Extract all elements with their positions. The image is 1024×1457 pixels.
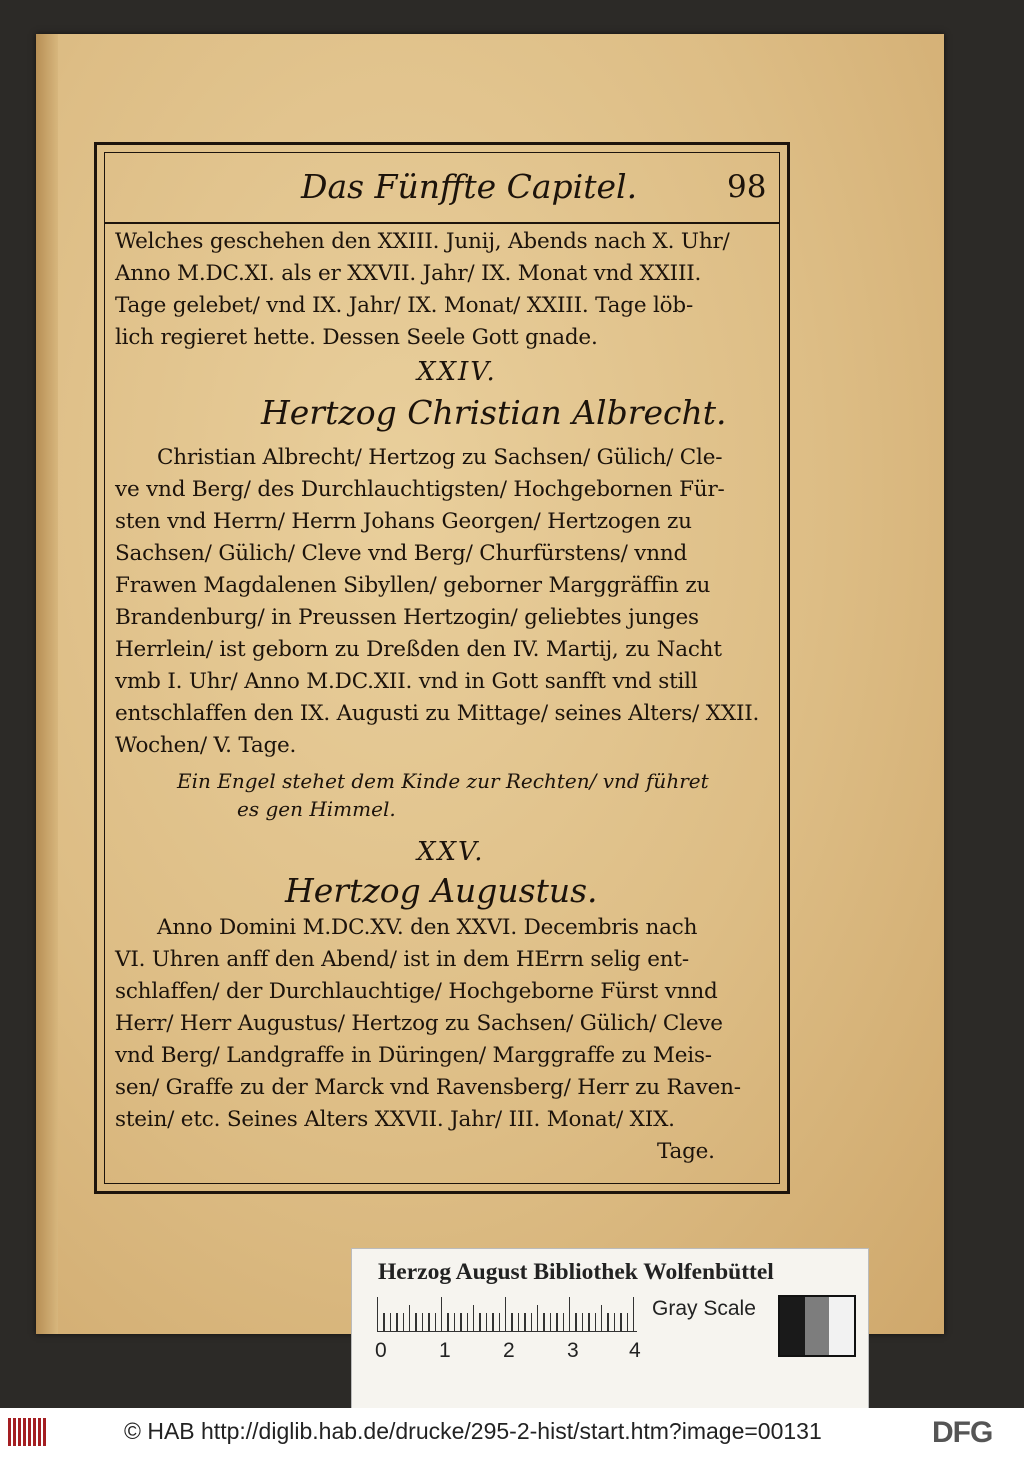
body-line: Christian Albrecht/ Hertzog zu Sachsen/ Gülich/ Cle- <box>157 445 723 470</box>
body-line: vmb I. Uhr/ Anno M.DC.XII. vnd in Gott sanfft vnd still <box>115 669 698 694</box>
ruler-tick <box>595 1313 596 1331</box>
ruler-tick <box>447 1313 448 1331</box>
ruler-tick <box>390 1313 391 1331</box>
ruler-tick <box>422 1313 423 1331</box>
ruler-tick <box>524 1313 525 1331</box>
ruler-tick <box>582 1313 583 1331</box>
ruler-tick <box>550 1313 551 1331</box>
body-line: schlaffen/ der Durchlauchtige/ Hochgeborne Fürst vnnd <box>115 979 718 1004</box>
hab-logo-icon <box>8 1418 46 1446</box>
ruler-tick <box>537 1305 538 1331</box>
dfg-logo: DFG <box>932 1416 993 1449</box>
ruler-tick <box>518 1313 519 1331</box>
caption-line: Ein Engel stehet dem Kinde zur Rechten/ vnd führet <box>177 769 709 793</box>
ruler-tick <box>409 1305 410 1331</box>
ruler-tick <box>569 1297 570 1331</box>
ruler-tick <box>543 1313 544 1331</box>
swatch-dark <box>780 1297 805 1355</box>
swatch-mid <box>805 1297 830 1355</box>
body-line: Sachsen/ Gülich/ Cleve vnd Berg/ Churfürstens/ vnnd <box>115 541 688 566</box>
ruler-tick <box>415 1313 416 1331</box>
intro-line: lich regieret hette. Dessen Seele Gott gnade. <box>115 325 598 350</box>
intro-line: Anno M.DC.XI. als er XXVII. Jahr/ IX. Monat vnd XXIII. <box>115 261 702 286</box>
book-page <box>36 34 944 1334</box>
intro-line: Tage gelebet/ vnd IX. Jahr/ IX. Monat/ XXIII. Tage löb- <box>115 293 694 318</box>
library-name: Herzog August Bibliothek Wolfenbüttel <box>378 1259 774 1285</box>
ruler-tick <box>403 1313 404 1331</box>
body-line: Herr/ Herr Augustus/ Hertzog zu Sachsen/ Gülich/ Cleve <box>115 1011 723 1036</box>
section-heading: Hertzog Christian Albrecht. <box>261 393 727 432</box>
body-line: Herrlein/ ist geborn zu Dreßden den IV. Martij, zu Nacht <box>115 637 722 662</box>
page-number: 98 <box>727 169 767 205</box>
body-line: ve vnd Berg/ des Durchlauchtigsten/ Hochgebornen Für- <box>115 477 725 502</box>
ruler-tick <box>460 1313 461 1331</box>
ruler-tick <box>492 1313 493 1331</box>
body-line: Tage. <box>657 1139 715 1164</box>
footer-bar <box>0 1408 1024 1457</box>
ruler-tick <box>467 1313 468 1331</box>
ruler-tick <box>614 1313 615 1331</box>
caption-line: es gen Himmel. <box>237 797 396 821</box>
ruler-tick <box>479 1313 480 1331</box>
swatch-light <box>829 1297 854 1355</box>
ruler-tick <box>441 1297 442 1331</box>
page-gutter <box>36 34 58 1334</box>
section-heading: Hertzog Augustus. <box>285 871 598 910</box>
section-number: XXV. <box>417 837 485 867</box>
body-line: entschlaffen den IX. Augusti zu Mittage/ seines Alters/ XXII. <box>115 701 760 726</box>
ruler-tick <box>383 1313 384 1331</box>
ruler-tick <box>575 1313 576 1331</box>
ruler-tick <box>473 1305 474 1331</box>
ruler-tick <box>588 1313 589 1331</box>
source-link[interactable]: © HAB http://diglib.hab.de/drucke/295-2-hist/start.htm?image=00131 <box>124 1418 822 1444</box>
ruler-tick <box>556 1313 557 1331</box>
section-number: XXIV. <box>417 357 497 387</box>
intro-line: Welches geschehen den XXIII. Junij, Abends nach X. Uhr/ <box>115 229 730 254</box>
color-target <box>351 1248 869 1410</box>
gray-scale-swatches <box>778 1295 856 1357</box>
ruler-tick <box>531 1313 532 1331</box>
running-header: Das Fünffte Capitel. <box>301 167 638 206</box>
body-line: Wochen/ V. Tage. <box>115 733 297 758</box>
ruler-tick <box>454 1313 455 1331</box>
gray-scale-label: Gray Scale <box>652 1297 756 1320</box>
ruler-tick <box>505 1297 506 1331</box>
ruler-tick <box>435 1313 436 1331</box>
ruler-tick <box>627 1313 628 1331</box>
ruler <box>377 1297 637 1331</box>
body-line: Brandenburg/ in Preussen Hertzogin/ geliebtes junges <box>115 605 699 630</box>
body-line: stein/ etc. Seines Alters XXVII. Jahr/ III. Monat/ XIX. <box>115 1107 675 1132</box>
body-line: VI. Uhren anff den Abend/ ist in dem HErrn selig ent- <box>115 947 689 972</box>
body-line: vnd Berg/ Landgraffe in Düringen/ Marggraffe zu Meis- <box>115 1043 712 1068</box>
body-line: Frawen Magdalenen Sibyllen/ geborner Marggräffin zu <box>115 573 711 598</box>
ruler-number: 0 <box>375 1339 387 1362</box>
ruler-tick <box>601 1305 602 1331</box>
ruler-tick <box>486 1313 487 1331</box>
body-line: sen/ Graffe zu der Marck vnd Ravensberg/ Herr zu Raven- <box>115 1075 741 1100</box>
ruler-tick <box>633 1297 634 1331</box>
ruler-tick <box>563 1313 564 1331</box>
ruler-tick <box>377 1297 378 1331</box>
ruler-number: 4 <box>629 1339 641 1362</box>
ruler-number: 1 <box>439 1339 451 1362</box>
ruler-tick <box>428 1313 429 1331</box>
text-frame <box>94 142 790 1194</box>
ruler-tick <box>620 1313 621 1331</box>
ruler-tick <box>511 1313 512 1331</box>
ruler-number: 3 <box>567 1339 579 1362</box>
body-line: sten vnd Herrn/ Herrn Johans Georgen/ Hertzogen zu <box>115 509 692 534</box>
ruler-tick <box>607 1313 608 1331</box>
ruler-number: 2 <box>503 1339 515 1362</box>
body-line: Anno Domini M.DC.XV. den XXVI. Decembris nach <box>157 915 698 940</box>
ruler-tick <box>396 1313 397 1331</box>
ruler-tick <box>499 1313 500 1331</box>
